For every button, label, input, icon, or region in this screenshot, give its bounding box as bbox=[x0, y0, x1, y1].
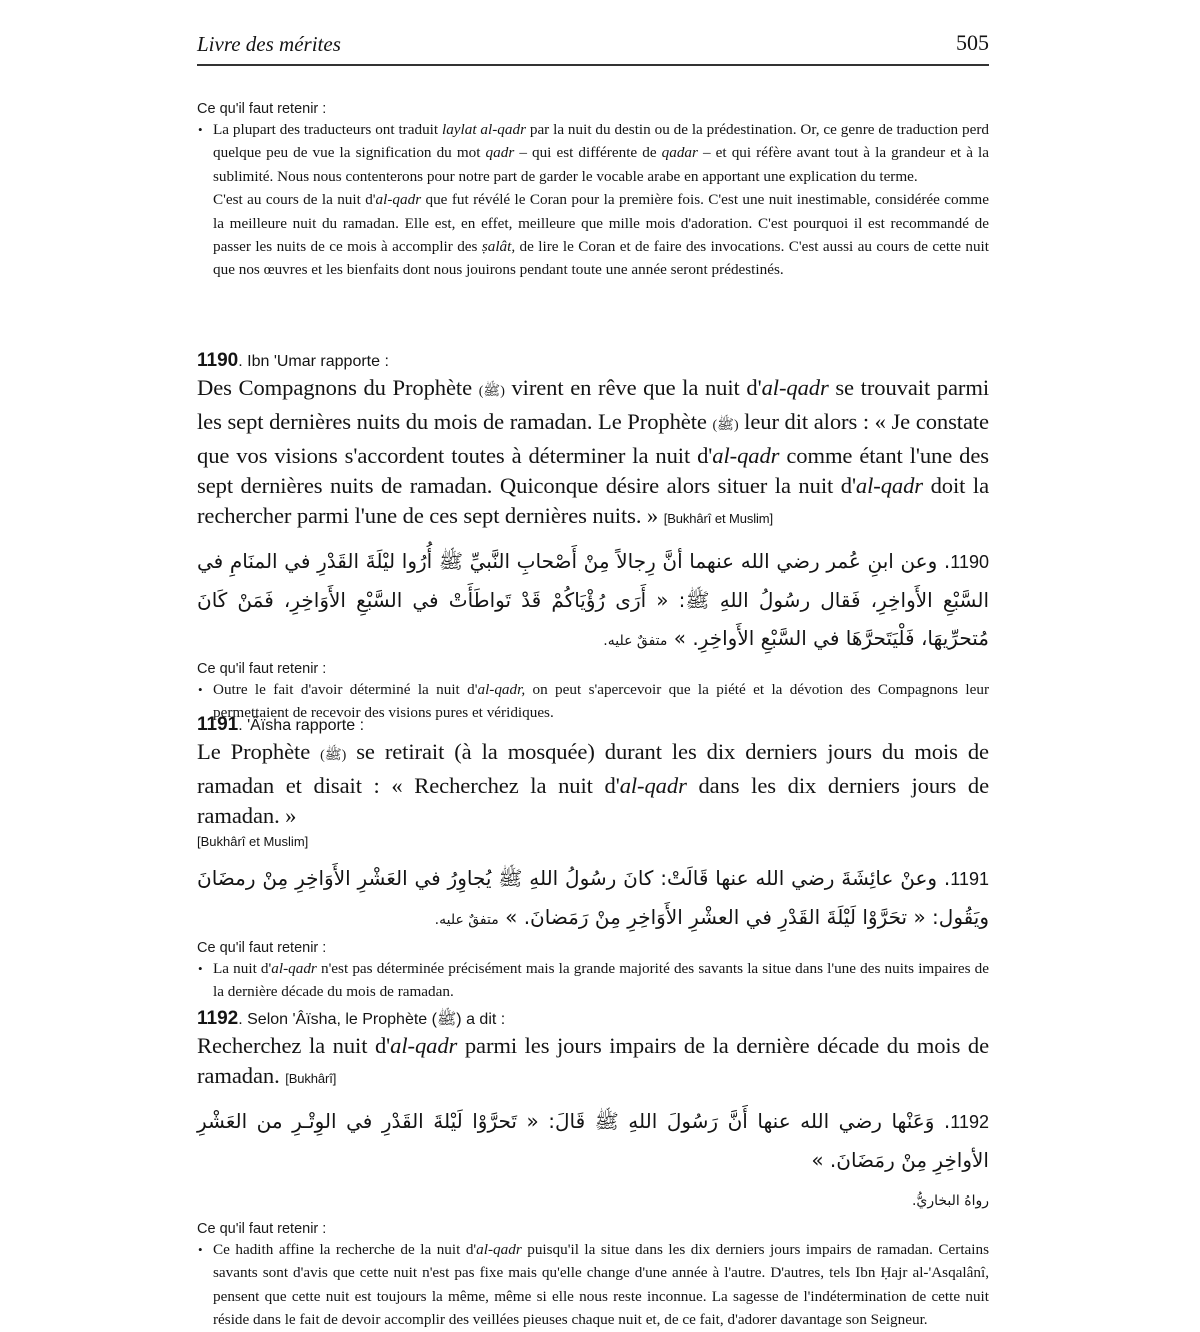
retain-label: Ce qu'il faut retenir : bbox=[197, 1221, 327, 1237]
note-paragraph: La plupart des traducteurs ont traduit laylat al-qadr par la nuit du destin ou de la prédestination. Or, ce genre de traduction perd quelque peu de vue la signification du mot qadr – qui est différente de qadar – et qui réfère avant tout à la grandeur et à la sublimité. Nous nous contenterons pour notre part de garder le vocable arabe en apportant une explication du terme. bbox=[213, 121, 989, 185]
hadith-narrator: . Selon 'Âïsha, le Prophète (ﷺ) a dit : bbox=[238, 1011, 506, 1028]
bullet-icon: • bbox=[198, 961, 203, 976]
hadith-heading bbox=[197, 1008, 989, 1031]
hadith-source: [Bukhârî et Muslim] bbox=[663, 511, 774, 526]
salutation-glyph: (ﷺ) bbox=[320, 748, 347, 763]
hadith-number: 1192 bbox=[197, 1008, 239, 1029]
page-number: 505 bbox=[956, 30, 989, 55]
bullet-icon: • bbox=[198, 1242, 203, 1257]
hadith-arabic-text: 1191. وعنْ عائِشَةَ رضي الله عنها قَالَتْ: كانَ رسُولُ اللهِ ﷺ يُجاوِرُ في العَشْرِ الأَوَاخِرِ مِنْ رمضَانَ ويَقُول: « تحَرَّوْا لَيْلَةَ القَدْرِ في العشْرِ الأَوَاخِرِ مِنْ رَمَضانَ. » متفقٌ عليه. bbox=[197, 866, 989, 929]
retain-label: Ce qu'il faut retenir : bbox=[197, 940, 327, 956]
header-rule bbox=[197, 64, 989, 66]
bullet-icon: • bbox=[198, 122, 203, 137]
hadith-1192 bbox=[197, 1008, 989, 1332]
hadith-1191 bbox=[197, 714, 989, 1004]
retain-note: • Outre le fait d'avoir déterminé la nuit d'al-qadr, on peut s'apercevoir que la piété et la dévotion des Compagnons leur permettaient de recevoir des visions pures et véridiques. bbox=[197, 678, 989, 725]
salutation-glyph: (ﷺ) bbox=[712, 418, 739, 433]
hadith-source: [Bukhârî] bbox=[285, 1071, 337, 1086]
bullet-icon: • bbox=[198, 682, 203, 697]
hadith-heading bbox=[197, 350, 989, 373]
retain-note bbox=[197, 118, 989, 282]
note-paragraph: C'est au cours de la nuit d'al-qadr que fut révélé le Coran pour la première fois. C'est une nuit inestimable, considérée comme la meilleure nuit du ramadan. Elle est, en effet, meilleure que mille mois d'adoration. C'est pourquoi il est recommandé de passer les nuits de ce mois à accomplir des ṣalât, de lire le Coran et de faire des invocations. C'est aussi au cours de cette nuit que nos œuvres et les bienfaits dont nous jouirons pendant toute une année seront prédestinés. bbox=[213, 191, 990, 279]
hadith-arabic-text: 1192. وَعَنْها رضي الله عنها أَنَّ رَسُولَ اللهِ ﷺ قَالَ: « تَحرَّوْا لَيْلةَ القَدْرِ في الوِتْـرِ من العَشْرِ الأواخِرِ مِنْ رمَضَانَ. » رواهُ البخاريُّ. bbox=[197, 1109, 989, 1209]
hadith-translation: Des Compagnons du Prophète (ﷺ) virent en rêve que la nuit d'al-qadr se trouvait parmi les sept dernières nuits du mois de ramadan. Le Prophète (ﷺ) leur dit alors : « Je constate que vos visions s'accordent toutes à déterminer la nuit d'al-qadr comme étant l'une des sept dernières nuits de ramadan. Quiconque désire alors situer la nuit d'al-qadr doit la rechercher parmi l'une de ces sept dernières nuits. » [Bukhârî et Muslim] bbox=[197, 375, 990, 528]
hadith-heading bbox=[197, 714, 989, 737]
retain-label: Ce qu'il faut retenir : bbox=[197, 661, 327, 677]
hadith-1190 bbox=[197, 350, 989, 725]
running-title: Livre des mérites bbox=[197, 32, 341, 56]
salutation-glyph: (ﷺ) bbox=[478, 384, 505, 399]
running-header bbox=[197, 30, 989, 60]
hadith-number: 1191 bbox=[197, 714, 239, 735]
hadith-narrator: . Ibn 'Umar rapporte : bbox=[238, 353, 389, 370]
retain-label: Ce qu'il faut retenir : bbox=[197, 101, 327, 117]
hadith-narrator: . 'Âïsha rapporte : bbox=[238, 717, 365, 734]
hadith-translation: Recherchez la nuit d'al-qadr parmi les jours impairs de la dernière décade du mois de ramadan. [Bukhârî] bbox=[197, 1033, 990, 1088]
hadith-translation: Le Prophète (ﷺ) se retirait (à la mosquée) durant les dix derniers jours du mois de ramadan et disait : « Recherchez la nuit d'al-qadr dans les dix derniers jours de ramadan. » bbox=[197, 739, 989, 828]
hadith-number: 1190 bbox=[197, 350, 239, 371]
hadith-arabic-text: 1190. وعن ابنِ عُمر رضي الله عنهما أنَّ رِجالاً مِنْ أَصْحابِ النَّبيِّ ﷺ أُرُوا ليْلَةَ القَدْرِ في المنَامِ في السَّبْعِ الأَواخِرِ، فَقال رسُولُ اللهِ ﷺ: « أَرَى رُؤْيَاكُمْ قَدْ تَواطَأَتْ في السَّبْعِ الأَوَاخِرِ، فَمَنْ كَانَ مُتحرِّيهَا، فَلْيَتَحرَّهَا في السَّبْعِ الأَواخِرِ. » متفقٌ عليه. bbox=[197, 549, 989, 650]
hadith-source: [Bukhârî et Muslim] bbox=[197, 834, 309, 849]
retain-note: • Ce hadith affine la recherche de la nuit d'al-qadr puisqu'il la situe dans les dix derniers jours impairs de ramadan. Certains savants sont d'avis que cette nuit n'est pas fixe mais qu'elle change d'une année à l'autre. D'autres, tels Ibn Ḥajr al-'Asqalânî, pensent que cette nuit est toujours la même, même si elle nous reste inconnue. La sagesse de l'indétermination de cette nuit réside dans le fait de devoir accomplir des veillées pieuses chaque nuit et, de ce fait, d'adorer davantage son Seigneur. bbox=[197, 1238, 989, 1332]
intro-retain-section bbox=[197, 100, 989, 282]
retain-note: • La nuit d'al-qadr n'est pas déterminée précisément mais la grande majorité des savants la situe dans l'une des nuits impaires de la dernière décade du mois de ramadan. bbox=[197, 957, 989, 1004]
